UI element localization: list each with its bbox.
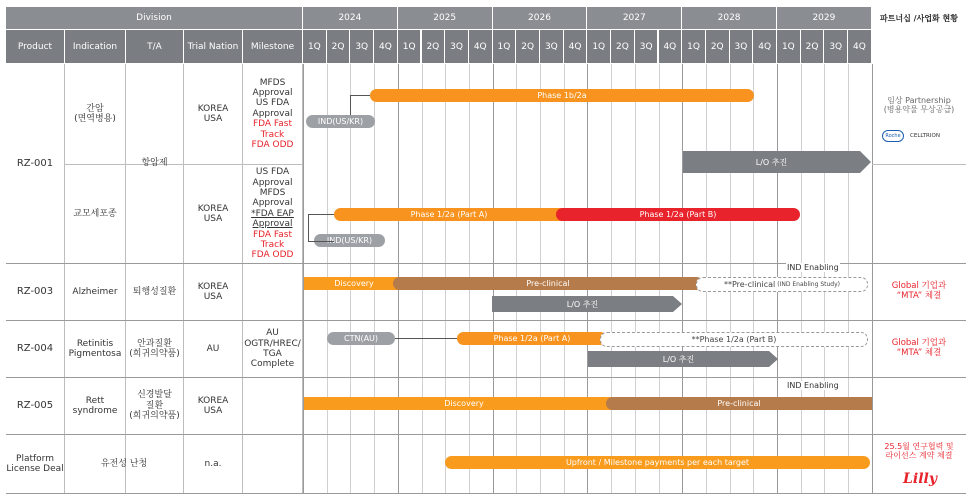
col-ta: T/A — [126, 30, 183, 63]
partner-rz003 — [872, 264, 966, 320]
quarter-header: 2Q — [611, 30, 634, 63]
bar-preclinical-dotted-rz003 — [696, 277, 868, 292]
indication-rz001-a: 간암 (면역병용) — [74, 103, 116, 124]
bar-phase1b2a: Phase 1b/2a — [370, 89, 754, 102]
milestone-rz001-b — [243, 167, 302, 261]
quarter-header: 4Q — [564, 30, 587, 63]
product-rz003: RZ-003 — [16, 286, 54, 298]
quarter-header: 3Q — [824, 30, 847, 63]
product-rz005: RZ-005 — [16, 400, 54, 412]
product-rz004: RZ-004 — [16, 343, 54, 355]
indication-rz003: Alzheimer — [72, 286, 118, 297]
quarter-header: 2Q — [422, 30, 445, 63]
quarter-header: 2Q — [516, 30, 539, 63]
quarter-header: 4Q — [659, 30, 682, 63]
dotted-small-rz003: (IND Enabling Study) — [777, 281, 840, 288]
quarter-header: 4Q — [374, 30, 397, 63]
ta-rz004: 안과질환 (희귀의약품) — [129, 338, 180, 359]
partner-rz003-l1: Global 기업과 — [891, 281, 947, 292]
bar-lo-rz001: L/O 추진 — [683, 151, 860, 173]
partner-platform-l2: 라이선스 계약 체결 — [885, 451, 953, 460]
quarter-header: 4Q — [753, 30, 776, 63]
bar-upfront-platform: Upfront / Milestone payments per each target — [445, 456, 870, 469]
connector-b — [308, 214, 334, 242]
partner-rz001: 임상 Partnership (병용약물 무상공급) — [883, 95, 955, 114]
ind-enabling-rz005: IND Enabling — [787, 381, 839, 390]
nation-rz005: KOREA USA — [197, 395, 229, 416]
bar-discovery-rz005: Discovery — [304, 397, 624, 410]
bar-discovery-rz003: Discovery — [304, 277, 404, 290]
quarter-header: 1Q — [303, 30, 326, 63]
partner-rz004-l2: “MTA” 체결 — [896, 348, 942, 358]
arrow-head-lo-rz001 — [860, 151, 871, 173]
bar-ctn-au: CTN(AU) — [327, 332, 395, 345]
quarter-header: 2Q — [801, 30, 824, 63]
division-header: Division — [6, 7, 302, 29]
nation-rz004: AU — [206, 343, 220, 354]
celltrion-logo: CELLTRION — [910, 133, 940, 139]
bar-phase12a-rz004: Phase 1/2a (Part A) — [457, 332, 607, 345]
bar-lo-rz003: L/O 추진 — [492, 296, 673, 312]
roche-logo: Roche — [882, 130, 904, 142]
product-platform: Platform License Deal — [6, 453, 64, 474]
quarter-header: 1Q — [587, 30, 610, 63]
year-header-2027: 2027 — [587, 7, 681, 29]
milestone-rz001-b-approvals: US FDA Approval MFDS Approval — [252, 167, 293, 209]
row-sep-sub — [872, 164, 966, 165]
nation-rz001-b: KOREA USA — [197, 203, 229, 224]
col-trial-nation: Trial Nation — [184, 30, 242, 63]
partner-platform — [872, 438, 966, 464]
quarter-header: 3Q — [445, 30, 468, 63]
milestone-rz001-a-approvals: MFDS Approval US FDA Approval — [252, 77, 293, 119]
year-header-2024: 2024 — [303, 7, 397, 29]
col-indication: Indication — [65, 30, 125, 63]
indication-rz001-b: 교모세포종 — [73, 208, 117, 219]
milestone-rz001-a — [243, 70, 302, 158]
quarter-header: 3Q — [730, 30, 753, 63]
row-sep — [6, 493, 966, 494]
dotted-label-rz003: **Pre-clinical — [724, 280, 776, 289]
ta-rz005: 신경발달 질환 (희귀의약품) — [129, 390, 180, 422]
ta-rz001: 항암제 — [141, 158, 168, 169]
arrow-head-lo-rz003 — [673, 296, 682, 312]
year-header-2028: 2028 — [682, 7, 776, 29]
ta-rz003: 퇴행성질환 — [132, 286, 177, 297]
milestone-rz001-b-fda: FDA Fast Track FDA ODD — [251, 229, 294, 261]
partnership-header-spacer — [872, 30, 966, 63]
indication-platform: 유전성 난청 — [100, 458, 148, 469]
quarter-header: 3Q — [350, 30, 373, 63]
product-rz001: RZ-001 — [16, 157, 54, 169]
nation-rz001-a: KOREA USA — [197, 103, 229, 124]
milestone-rz001-a-fda: FDA Fast Track FDA ODD — [251, 119, 294, 150]
bar-ind-us-kr-b: IND(US/KR) — [314, 234, 385, 247]
bar-phase12a-part-a: Phase 1/2a (Part A) — [334, 208, 564, 221]
quarter-header: 4Q — [848, 30, 871, 63]
quarter-header: 4Q — [469, 30, 492, 63]
quarter-header: 1Q — [777, 30, 800, 63]
bar-ind-us-kr-a: IND(US/KR) — [306, 115, 375, 128]
bar-preclinical-rz003: Pre-clinical — [393, 277, 703, 290]
milestone-rz001-b-eap: *FDA EAP Approval — [251, 208, 294, 230]
partner-rz004-l1: Global 기업과 — [891, 338, 947, 349]
arrow-head-lo-rz004 — [769, 351, 778, 367]
col-milestone: Milestone — [243, 30, 302, 63]
partner-rz004 — [872, 321, 966, 377]
nation-platform: n.a. — [204, 458, 222, 469]
bar-preclinical-rz005: Pre-clinical — [606, 397, 872, 410]
quarter-header: 1Q — [493, 30, 516, 63]
indication-rz005: Rett syndrome — [72, 395, 118, 416]
bar-phase-b-dotted-rz004: **Phase 1/2a (Part B) — [600, 332, 868, 347]
quarter-header: 2Q — [706, 30, 729, 63]
bar-phase12a-part-b: Phase 1/2a (Part B) — [556, 208, 800, 221]
year-header-2026: 2026 — [493, 7, 587, 29]
quarter-header: 3Q — [540, 30, 563, 63]
bar-lo-rz004: L/O 추진 — [588, 351, 769, 367]
quarter-header: 1Q — [398, 30, 421, 63]
nation-rz003: KOREA USA — [197, 281, 229, 302]
partner-platform-l1: 25.5월 연구협력 및 — [884, 441, 954, 451]
connector-a — [350, 95, 370, 115]
year-header-2025: 2025 — [398, 7, 492, 29]
indication-rz004: Retinitis Pigmentosa — [68, 338, 122, 359]
partner-rz003-l2: “MTA” 체결 — [896, 291, 942, 301]
year-header-2029: 2029 — [777, 7, 871, 29]
col-line — [302, 64, 303, 493]
col-product: Product — [6, 30, 64, 63]
lilly-logo: Lilly — [903, 471, 937, 487]
quarter-header: 3Q — [635, 30, 658, 63]
ind-enabling-rz003: IND Enabling — [787, 263, 839, 272]
connector-ctn — [395, 338, 457, 339]
milestone-rz004: AU OGTR/HREC/ TGA Complete — [244, 328, 301, 370]
partnership-header: 파트너십 /사업화 현황 — [872, 7, 966, 29]
quarter-header: 1Q — [682, 30, 705, 63]
quarter-header: 2Q — [327, 30, 350, 63]
